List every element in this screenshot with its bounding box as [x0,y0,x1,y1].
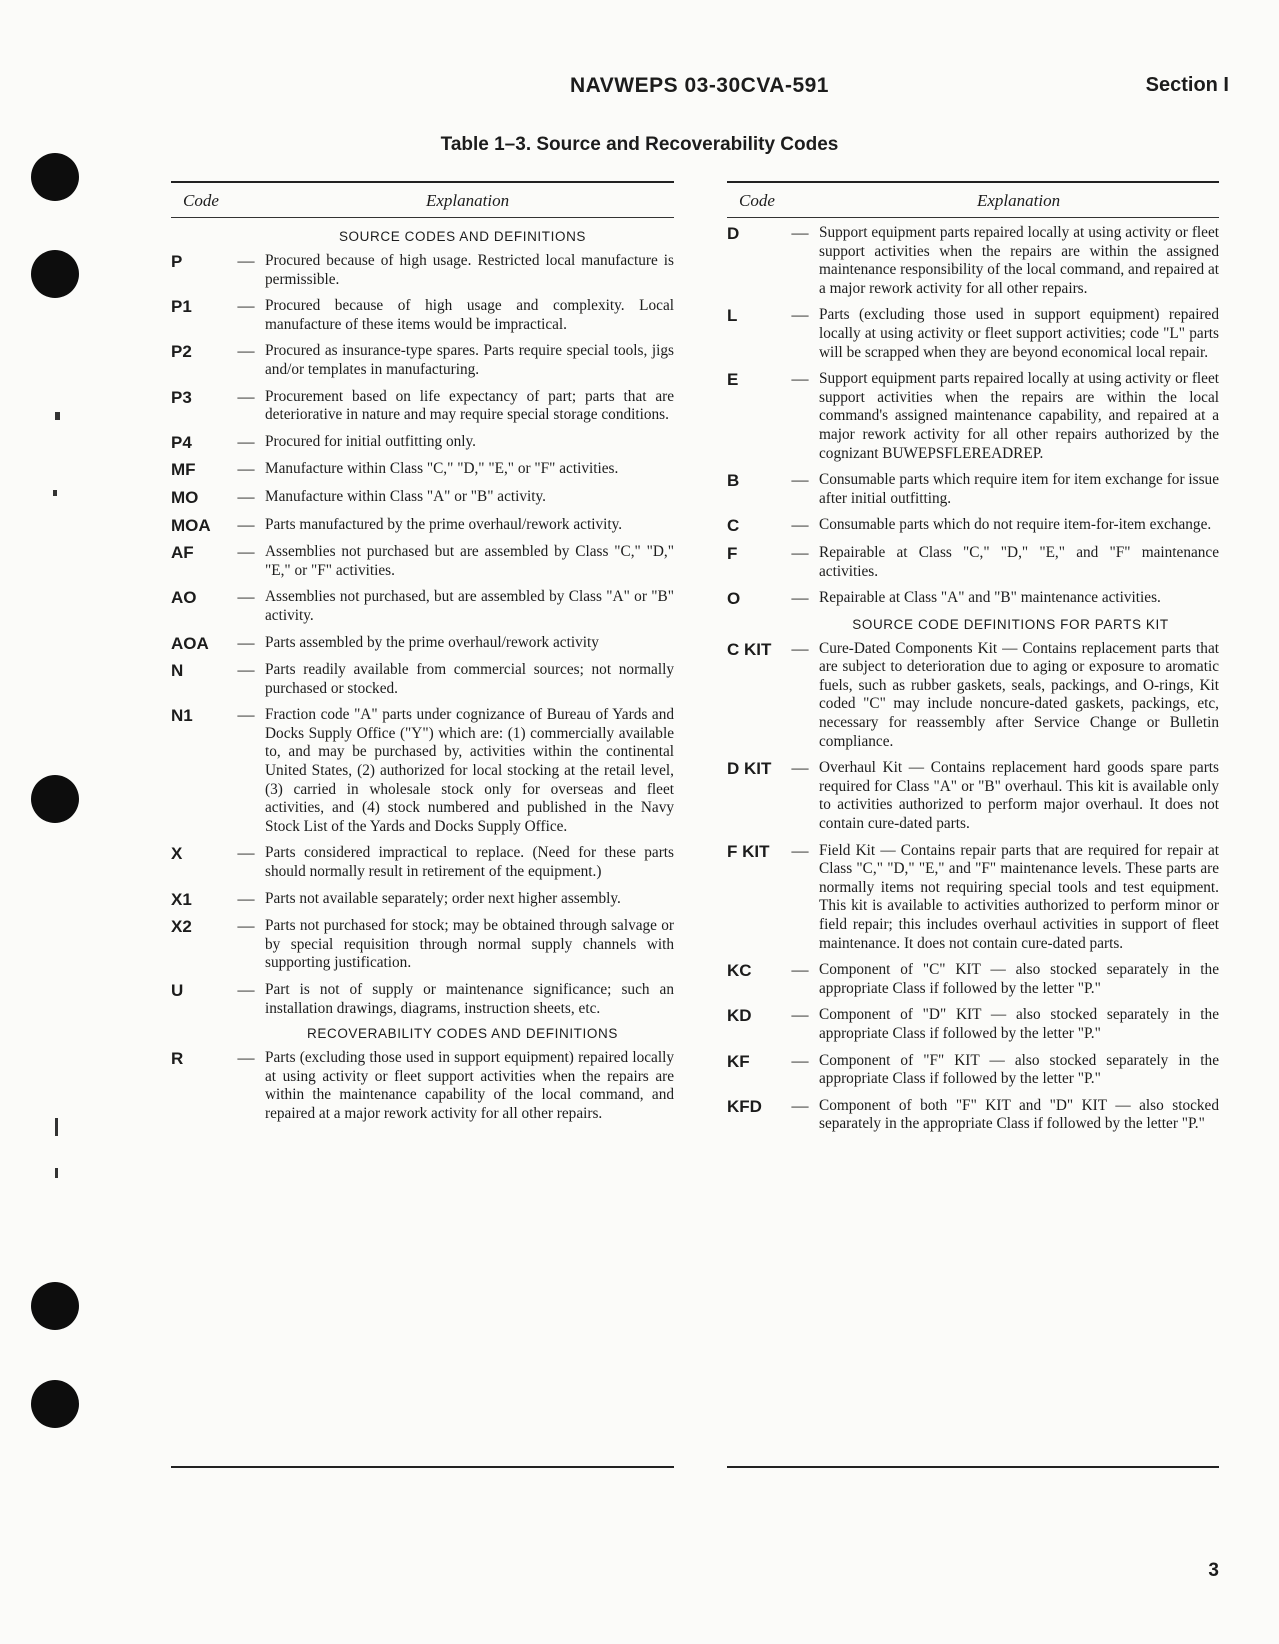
table-bottom-rule [727,1466,1219,1468]
dash-separator: — [237,486,255,506]
dash-separator: — [237,459,255,479]
dash-separator: — [791,758,809,778]
dash-separator: — [237,431,255,451]
code-label: AF [171,543,194,563]
code-explanation: Component of "F" KIT — also stocked separately in the appropriate Class if followed by the letter "P." [819,1051,1219,1088]
code-explanation: Part is not of supply or maintenance significance; such an installation drawings, diagrams, instruction sheets, etc. [265,981,674,1017]
dash-separator: — [237,888,255,908]
document-number: NAVWEPS 03-30CVA-591 [570,74,829,97]
code-explanation: Parts not available separately; order next higher assembly. [265,889,621,907]
code-label: P1 [171,297,192,317]
code-label: X1 [171,889,192,909]
code-label: MO [171,487,199,507]
code-explanation: Procured because of high usage and complexity. Local manufacture of these items would be impractical. [265,297,674,333]
dash-separator: — [237,632,255,652]
code-label: L [727,306,738,326]
code-explanation: Parts manufactured by the prime overhaul/rework activity. [265,515,623,533]
code-entry [171,252,674,289]
code-label: E [727,370,739,390]
explanation-header: Explanation [977,191,1061,210]
code-explanation: Parts (excluding those used in support equipment) repaired locally at using activity or fleet support activities; code "L" parts will be scrapped when they are beyond economical local repair. [819,306,1219,361]
code-explanation: Support equipment parts repaired locally at using activity or fleet support activities when the repairs are within the local command's assigned maintenance capability, and repaired at a major rework activity for all other repairs authorized by the cognizant BUWEPSFLEREADREP. [819,370,1219,462]
code-explanation: Repairable at Class "C," "D," "E," and "F" maintenance activities. [819,543,1219,580]
column-header [171,183,674,218]
code-explanation: Repairable at Class "A" and "B" maintenance activities. [819,589,1161,607]
dash-separator: — [791,840,809,860]
dash-separator: — [237,660,255,680]
table-bottom-rule [171,1466,674,1468]
code-label: MOA [171,515,211,535]
section-heading: SOURCE CODES AND DEFINITIONS [338,229,587,244]
dash-separator: — [791,515,809,535]
dash-separator: — [237,251,255,270]
dash-separator: — [791,305,809,325]
dash-separator: — [791,1095,809,1115]
code-entry [171,588,674,625]
scan-speck [53,490,57,496]
code-label: AOA [171,633,209,653]
dash-separator: — [237,296,255,316]
scan-speck [55,412,60,420]
code-entry [171,890,674,910]
code-label: MF [171,460,196,480]
code-label: KFD [727,1096,762,1116]
right-column [727,181,1219,1142]
dash-separator: — [237,916,255,936]
table-title: Table 1–3. Source and Recoverability Codes [440,134,839,155]
left-rows [171,218,674,1124]
code-label: B [727,471,740,491]
code-explanation: Parts (excluding those used in support equipment) repaired locally at using activity or fleet support activities when the repairs are within the maintenance capability of the local command, and repaired at a major rework activity for all other repairs. [265,1049,674,1122]
dash-separator: — [237,1048,255,1068]
code-explanation: Parts readily available from commercial sources; not normally purchased or stocked. [265,661,674,697]
dash-separator: — [237,341,255,361]
dash-separator: — [237,843,255,863]
dash-separator: — [791,223,809,242]
scan-speck [55,1168,58,1178]
dash-separator: — [237,514,255,534]
code-entry [727,1052,1219,1089]
code-label: N [171,661,184,681]
page-number: 3 [1208,1560,1219,1581]
code-entry [727,306,1219,362]
code-entry [171,543,674,580]
code-entry [171,981,674,1018]
code-explanation: Support equipment parts repaired locally at using activity or fleet support activities when the repairs are within the assigned maintenance responsibility of the local command, and repaired at a major rework activity for all other repairs. [819,224,1219,297]
code-explanation: Procurement based on life expectancy of part; parts that are deteriorative in nature and may require special storage conditions. [265,387,674,424]
code-entry [727,224,1219,298]
code-entry [171,297,674,334]
code-explanation: Component of "C" KIT — also stocked separately in the appropriate Class if followed by the letter "P." [819,961,1219,997]
code-label: P2 [171,342,192,362]
code-explanation: Parts assembled by the prime overhaul/rework activity [265,633,599,651]
code-entry [727,759,1219,833]
code-label: KD [727,1006,752,1026]
code-label: P [171,252,183,271]
code-entry [171,388,674,425]
source-code-list [171,252,674,1018]
code-entry [171,917,674,973]
code-explanation: Procured because of high usage. Restricted local manufacture is permissible. [265,252,674,288]
code-label: N1 [171,706,193,726]
code-explanation: Parts considered impractical to replace. (Need for these parts should normally result in retirement of the equipment.) [265,844,674,881]
code-explanation: Procured as insurance-type spares. Parts require special tools, jigs and/or templates in manufacturing. [265,342,674,378]
code-explanation: Manufacture within Class "C," "D," "E," or "F" activities. [265,460,619,478]
code-entry [171,516,674,536]
code-entry [171,661,674,698]
code-entry [171,844,674,881]
code-entry [727,640,1219,752]
dash-separator: — [791,369,809,389]
binder-hole [31,153,79,201]
binder-hole [31,775,79,823]
code-explanation: Cure-Dated Components Kit — Contains replacement parts that are subject to deterioration due to aging or exposure to aromatic fuels, such as rubber gaskets, seals, packings, and O-rings, Kit coded "C" may include noncure-dated gaskets, packings, etc, necessary for reassembly after Service Change or Bulletin compliance. [819,639,1219,750]
code-label: P4 [171,432,192,452]
code-entry [171,1049,674,1123]
dash-separator: — [791,470,809,490]
scan-speck [55,1118,58,1136]
code-explanation: Overhaul Kit — Contains replacement hard goods spare parts required for Class "A" or "B" overhaul. This kit is available only to activities authorized to perform major overhaul. It does not contain cure-dated parts. [819,759,1219,833]
code-entry [171,433,674,453]
code-explanation: Assemblies not purchased but are assembled by Class "C," "D," "E," or "F" activities. [265,543,674,579]
recoverability-code-list [727,224,1219,609]
code-entry [727,842,1219,954]
column-header [727,183,1219,218]
code-label: F [727,543,738,563]
code-label: X [171,844,183,864]
code-label: C KIT [727,639,772,659]
code-entry [171,460,674,480]
code-entry [727,544,1219,581]
code-label: KC [727,961,752,981]
code-entry [727,589,1219,609]
dash-separator: — [237,587,255,607]
code-explanation: Consumable parts which require item for item exchange for issue after initial outfitting. [819,471,1219,507]
dash-separator: — [791,960,809,980]
binder-hole [31,250,79,298]
section-heading: SOURCE CODE DEFINITIONS FOR PARTS KIT [852,616,1169,632]
code-entry [171,706,674,836]
dash-separator: — [791,1050,809,1070]
page-header [180,74,1229,104]
code-entry [171,634,674,654]
code-entry [727,961,1219,998]
code-explanation: Consumable parts which do not require item-for-item exchange. [819,516,1212,534]
code-label: AO [171,588,197,608]
dash-separator: — [791,588,809,608]
dash-separator: — [791,638,809,658]
code-explanation: Component of "D" KIT — also stocked separately in the appropriate Class if followed by the letter "P." [819,1006,1219,1042]
binder-hole [31,1282,79,1330]
code-label: R [171,1049,184,1069]
code-entry [727,471,1219,508]
dash-separator: — [237,980,255,999]
code-label: P3 [171,387,192,407]
recoverability-code-list [171,1049,674,1123]
code-entry [727,1097,1219,1134]
code-header: Code [739,191,775,210]
code-label: D [727,224,740,243]
code-explanation: Assemblies not purchased, but are assembled by Class "A" or "B" activity. [265,588,674,624]
code-label: O [727,589,741,609]
right-rows [727,218,1219,1134]
explanation-header: Explanation [426,191,510,210]
code-entry [727,370,1219,463]
code-explanation: Component of both "F" KIT and "D" KIT — also stocked separately in the appropriate Class if followed by the letter "P." [819,1096,1219,1133]
dash-separator: — [237,705,255,725]
code-explanation: Parts not purchased for stock; may be obtained through salvage or by special requisition through normal supply channels with supporting justification. [265,917,674,972]
section-label: Section I [1145,74,1229,96]
dash-separator: — [791,1005,809,1025]
code-entry [727,516,1219,536]
code-label: KF [727,1051,750,1071]
dash-separator: — [791,542,809,562]
code-entry [171,488,674,508]
code-explanation: Manufacture within Class "A" or "B" activity. [265,487,547,505]
code-entry [727,1006,1219,1043]
code-entry [171,342,674,379]
code-label: F KIT [727,841,770,861]
code-label: U [171,981,184,1000]
binder-hole [31,1380,79,1428]
code-explanation: Field Kit — Contains repair parts that are required for repair at Class "C," "D," "E," and "F" maintenance levels. These parts are normally items not requiring special tools and test equipment. This kit is available to activities authorized to perform minor or field repair; this includes overhaul activities in support of fleet maintenance. It does not contain cure-dated parts. [819,841,1219,952]
dash-separator: — [237,386,255,406]
dash-separator: — [237,542,255,562]
code-explanation: Fraction code "A" parts under cognizance of Bureau of Yards and Docks Supply Office ("Y") which are: (1) commercially available to, and may be purchased by, activities within the continental United States, (2) authorized for local stocking at the retail level, (3) carried in wholesale stock only for overseas and fleet activities, and (4) stock numbered and published in the Navy Stock List of the Yards and Docks Supply Office. [265,706,674,835]
kit-code-list [727,640,1219,1134]
section-heading: RECOVERABILITY CODES AND DEFINITIONS [307,1026,618,1042]
code-header: Code [183,191,219,210]
left-column [171,181,674,1132]
code-label: C [727,516,740,536]
code-explanation: Procured for initial outfitting only. [265,432,477,450]
code-label: X2 [171,917,192,937]
code-label: D KIT [727,759,772,779]
